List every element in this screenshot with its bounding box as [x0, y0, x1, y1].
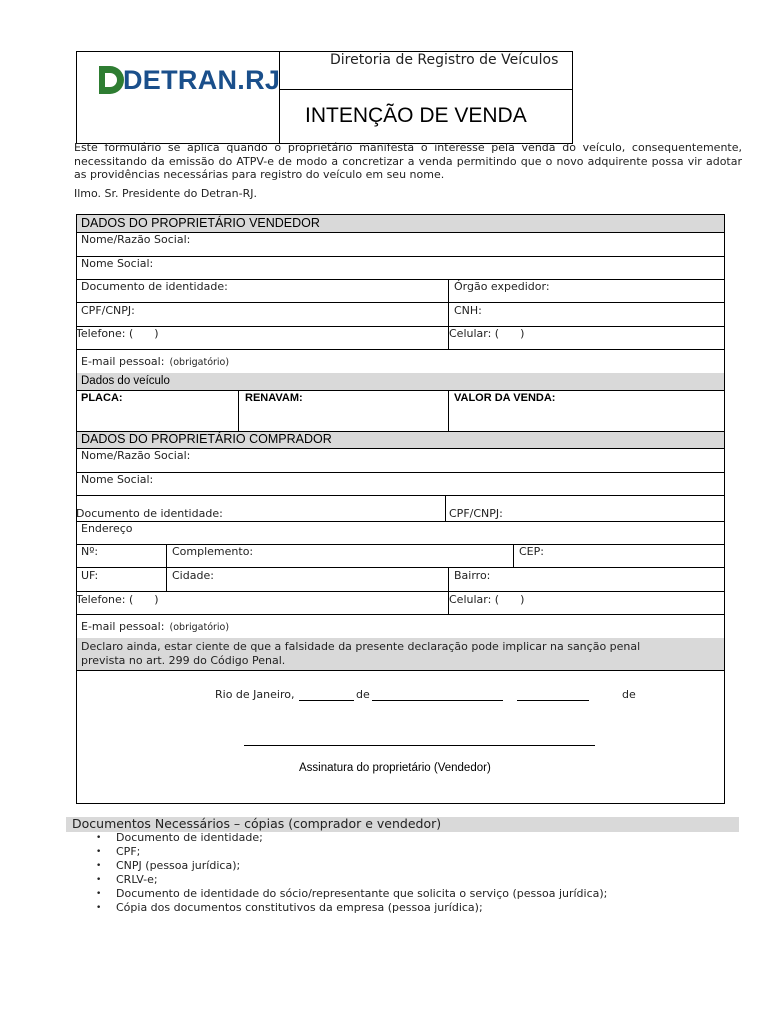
seller-email-note: (obrigatório): [169, 357, 230, 368]
row-line: [76, 256, 725, 257]
buyer-section-title: DADOS DO PROPRIETÁRIO COMPRADOR: [81, 432, 332, 446]
department-name: Diretoria de Registro de Veículos: [330, 52, 559, 68]
list-item-text: Cópia dos documentos constitutivos da empresa (pessoa jurídica);: [116, 901, 483, 914]
col-line: [448, 591, 449, 614]
list-item-text: CNPJ (pessoa jurídica);: [116, 859, 241, 872]
logo-mark-icon: [95, 64, 125, 96]
signature-de-1: de: [356, 688, 370, 701]
buyer-number-field[interactable]: Nº:: [81, 545, 99, 558]
row-line: [76, 495, 725, 496]
buyer-district-field[interactable]: Bairro:: [454, 569, 491, 582]
bullet-icon: •: [96, 903, 102, 913]
row-line: [76, 567, 725, 568]
col-line: [445, 495, 446, 521]
list-item: [96, 887, 607, 901]
buyer-email-label: E-mail pessoal:: [81, 620, 165, 633]
seller-id-doc-field[interactable]: Documento de identidade:: [81, 280, 228, 293]
list-item: [96, 845, 607, 859]
sale-value-field[interactable]: VALOR DA VENDA:: [454, 392, 556, 404]
buyer-cpf-cnpj-field[interactable]: CPF/CNPJ:: [449, 507, 503, 520]
bullet-icon: •: [96, 875, 102, 885]
col-line: [448, 567, 449, 591]
col-line: [238, 390, 239, 431]
list-item-text: CRLV-e;: [116, 873, 158, 886]
buyer-email-field[interactable]: [81, 615, 229, 634]
list-item-text: CPF;: [116, 845, 141, 858]
signature-de-2: de: [622, 688, 636, 701]
row-line: [76, 472, 725, 473]
seller-name-field[interactable]: Nome/Razão Social:: [81, 233, 191, 246]
seller-phone-field[interactable]: Telefone: ( ): [76, 327, 159, 340]
list-item-text: Documento de identidade;: [116, 831, 263, 844]
list-item: [96, 859, 607, 873]
buyer-phone-field[interactable]: Telefone: ( ): [76, 593, 159, 606]
header-divider-h: [279, 89, 573, 90]
seller-email-field[interactable]: [81, 350, 229, 369]
renavam-field[interactable]: RENAVAM:: [245, 392, 303, 404]
salutation: Ilmo. Sr. Presidente do Detran-RJ.: [74, 187, 257, 200]
list-item: [96, 873, 607, 887]
bullet-icon: •: [96, 861, 102, 871]
vehicle-section-title: Dados do veículo: [81, 375, 170, 387]
documents-title: Documentos Necessários – cópias (comprador e vendedor): [72, 816, 442, 831]
row-line: [76, 591, 725, 592]
bullet-icon: •: [96, 833, 102, 843]
col-line: [513, 544, 514, 567]
list-item: [96, 831, 607, 845]
list-item: [96, 901, 607, 915]
row-line: [76, 302, 725, 303]
declaration-text: Declaro ainda, estar ciente de que a falsidade da presente declaração pode implicar na sanção penal prevista no art. 299 do Código Penal.: [81, 640, 641, 667]
seller-mobile-field[interactable]: Celular: ( ): [449, 327, 525, 340]
buyer-city-field[interactable]: Cidade:: [172, 569, 214, 582]
seller-social-name-field[interactable]: Nome Social:: [81, 257, 154, 270]
col-line: [448, 390, 449, 431]
buyer-id-doc-field[interactable]: Documento de identidade:: [76, 507, 223, 520]
buyer-address-field[interactable]: Endereço: [81, 522, 133, 535]
seller-cpf-cnpj-field[interactable]: CPF/CNPJ:: [81, 304, 135, 317]
buyer-social-name-field[interactable]: Nome Social:: [81, 473, 154, 486]
detran-logo: [95, 64, 281, 98]
buyer-complement-field[interactable]: Complemento:: [172, 545, 254, 558]
seller-cnh-field[interactable]: CNH:: [454, 304, 482, 317]
buyer-mobile-field[interactable]: Celular: ( ): [449, 593, 525, 606]
buyer-email-note: (obrigatório): [169, 622, 230, 633]
row-line: [76, 326, 725, 327]
plate-field[interactable]: PLACA:: [81, 392, 123, 404]
vehicle-header-bg: [77, 373, 724, 390]
buyer-state-field[interactable]: UF:: [81, 569, 99, 582]
intro-text: Este formulário se aplica quando o proprietário manifesta o interesse pela venda do veículo, consequentemente, necessitando da emissão do ATPV-e de modo a concretizar a venda permitindo que o novo adquirente possa vir adotar as providências necessárias para registro do veículo em seu nome.: [74, 141, 742, 181]
bullet-icon: •: [96, 847, 102, 857]
signature-place: Rio de Janeiro,: [215, 688, 295, 701]
col-line: [448, 326, 449, 349]
month-blank[interactable]: [372, 700, 503, 701]
buyer-zip-field[interactable]: CEP:: [519, 545, 544, 558]
signature-caption: Assinatura do proprietário (Vendedor): [299, 762, 491, 774]
buyer-name-field[interactable]: Nome/Razão Social:: [81, 449, 191, 462]
seller-issuer-field[interactable]: Órgão expedidor:: [454, 280, 550, 293]
documents-list: [96, 831, 607, 915]
day-blank[interactable]: [299, 700, 354, 701]
logo-text: DETRAN.RJ: [123, 65, 281, 95]
signature-line[interactable]: [244, 745, 595, 746]
row-line: [76, 521, 725, 522]
list-item-text: Documento de identidade do sócio/representante que solicita o serviço (pessoa jurídica);: [116, 887, 608, 900]
seller-section-title: DADOS DO PROPRIETÁRIO VENDEDOR: [81, 216, 320, 230]
form-title: INTENÇÃO DE VENDA: [305, 104, 527, 127]
bullet-icon: •: [96, 889, 102, 899]
year-blank[interactable]: [517, 700, 589, 701]
row-line: [76, 670, 725, 671]
seller-email-label: E-mail pessoal:: [81, 355, 165, 368]
row-line: [76, 390, 725, 391]
